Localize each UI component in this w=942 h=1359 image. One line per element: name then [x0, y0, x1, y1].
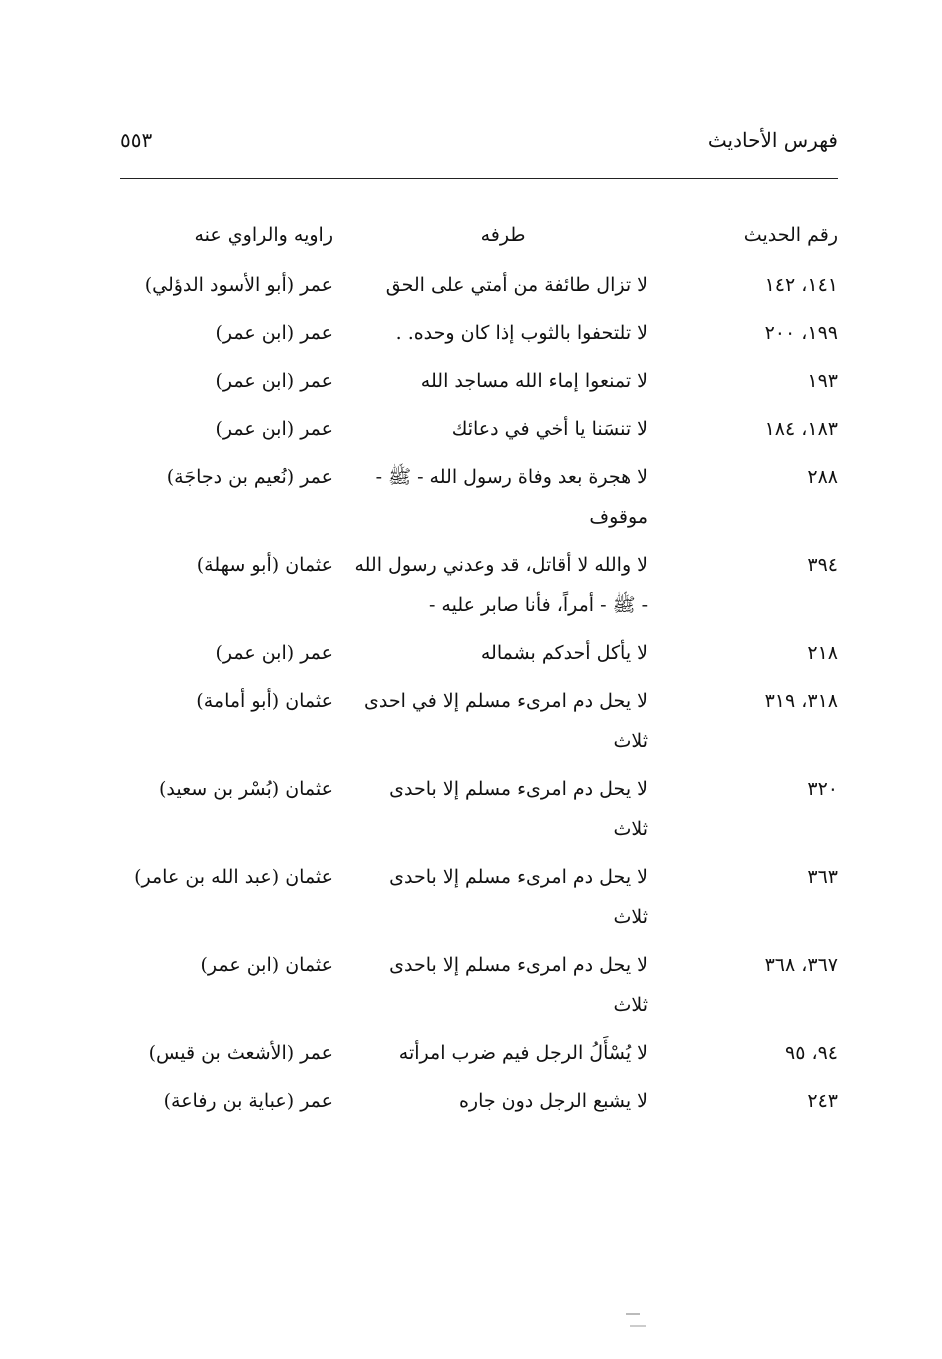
table-row [120, 265, 838, 305]
table-row [120, 945, 838, 1025]
table-row [120, 769, 838, 849]
hadith-text: لا والله لا أقاتل، قد وعدني رسول الله - ﷺ - أمراً، فأنا صابر عليه - [354, 554, 648, 616]
hadith-narrator: عمر (ابن عمر) [215, 418, 333, 440]
hadith-text: لا هجرة بعد وفاة رسول الله - ﷺ - موقوف [375, 466, 648, 528]
hadith-text: لا يشبع الرجل دون جاره [458, 1090, 648, 1112]
hadith-number: ٣٦٧، ٣٦٨ [764, 954, 838, 976]
hadith-narrator: عثمان (أبو سهلة) [196, 554, 333, 576]
table-row [120, 1033, 838, 1073]
hadith-narrator: عمر (عباية بن رفاعة) [163, 1090, 333, 1112]
hadith-narrator: عثمان (أبو أمامة) [196, 690, 333, 712]
hadith-narrator: عمر (ابن عمر) [215, 370, 333, 392]
page-title: فهرس الأحاديث [707, 128, 838, 152]
hadith-number: ١٨٣، ١٨٤ [764, 418, 838, 440]
column-header-text: طرفه [480, 224, 526, 246]
hadith-number: ٢١٨ [807, 642, 838, 664]
hadith-number: ١٤١، ١٤٢ [764, 274, 838, 296]
column-header-narrator: راويه والراوي عنه [194, 224, 333, 246]
hadith-narrator: عمر (نُعيم بن دجاجَة) [166, 466, 333, 488]
table-row [120, 681, 838, 761]
hadith-text: لا تنسَنا يا أخي في دعائك [451, 418, 648, 440]
hadith-number: ٢٤٣ [807, 1090, 838, 1112]
hadith-number: ٢٨٨ [807, 466, 838, 488]
hadith-narrator: عثمان (بُسْر بن سعيد) [158, 778, 333, 800]
hadith-text: لا يحل دم امرىء مسلم إلا في احدى ثلاث [364, 690, 648, 752]
hadith-narrator: عمر (أبو الأسود الدؤلي) [144, 274, 333, 296]
table-row [120, 361, 838, 401]
header-divider [120, 178, 838, 179]
hadith-number: ٣١٨، ٣١٩ [764, 690, 838, 712]
hadith-number: ٣٩٤ [807, 554, 838, 576]
hadith-text: لا يحل دم امرىء مسلم إلا باحدى ثلاث [389, 954, 648, 1016]
hadith-text: لا تزال طائفة من أمتي على الحق [385, 274, 648, 296]
hadith-text: لا يحل دم امرىء مسلم إلا باحدى ثلاث [389, 866, 648, 928]
hadith-index-table [120, 215, 838, 1129]
hadith-text: لا يأكل أحدكم بشماله [480, 642, 648, 664]
table-row [120, 457, 838, 537]
table-header-row [120, 215, 838, 265]
hadith-narrator: عمر (الأشعث بن قيس) [148, 1042, 333, 1064]
hadith-text: لا يُسْأَلُ الرجل فيم ضرب امرأته [398, 1042, 648, 1064]
scan-speck-icon [620, 1310, 660, 1330]
table-row [120, 313, 838, 353]
table-row [120, 1081, 838, 1121]
hadith-narrator: عثمان (ابن عمر) [200, 954, 333, 976]
column-header-number: رقم الحديث [743, 224, 838, 246]
hadith-narrator: عمر (ابن عمر) [215, 322, 333, 344]
scan-artifact [620, 1310, 660, 1330]
hadith-number: ١٩٩، ٢٠٠ [764, 322, 838, 344]
table-row [120, 409, 838, 449]
hadith-narrator: عمر (ابن عمر) [215, 642, 333, 664]
hadith-text: لا يحل دم امرىء مسلم إلا باحدى ثلاث [389, 778, 648, 840]
hadith-number: ٩٤، ٩٥ [784, 1042, 838, 1064]
table-row [120, 633, 838, 673]
hadith-number: ١٩٣ [807, 370, 838, 392]
hadith-narrator: عثمان (عبد الله بن عامر) [134, 866, 333, 888]
table-row [120, 857, 838, 937]
hadith-number: ٣٢٠ [807, 778, 838, 800]
page-number: ٥٥٣ [120, 128, 153, 152]
page-header [120, 128, 838, 162]
table-row [120, 545, 838, 625]
hadith-number: ٣٦٣ [807, 866, 838, 888]
hadith-text: لا تلتحفوا بالثوب إذا كان وحده. . [395, 322, 648, 344]
hadith-text: لا تمنعوا إماء الله مساجد الله [420, 370, 648, 392]
